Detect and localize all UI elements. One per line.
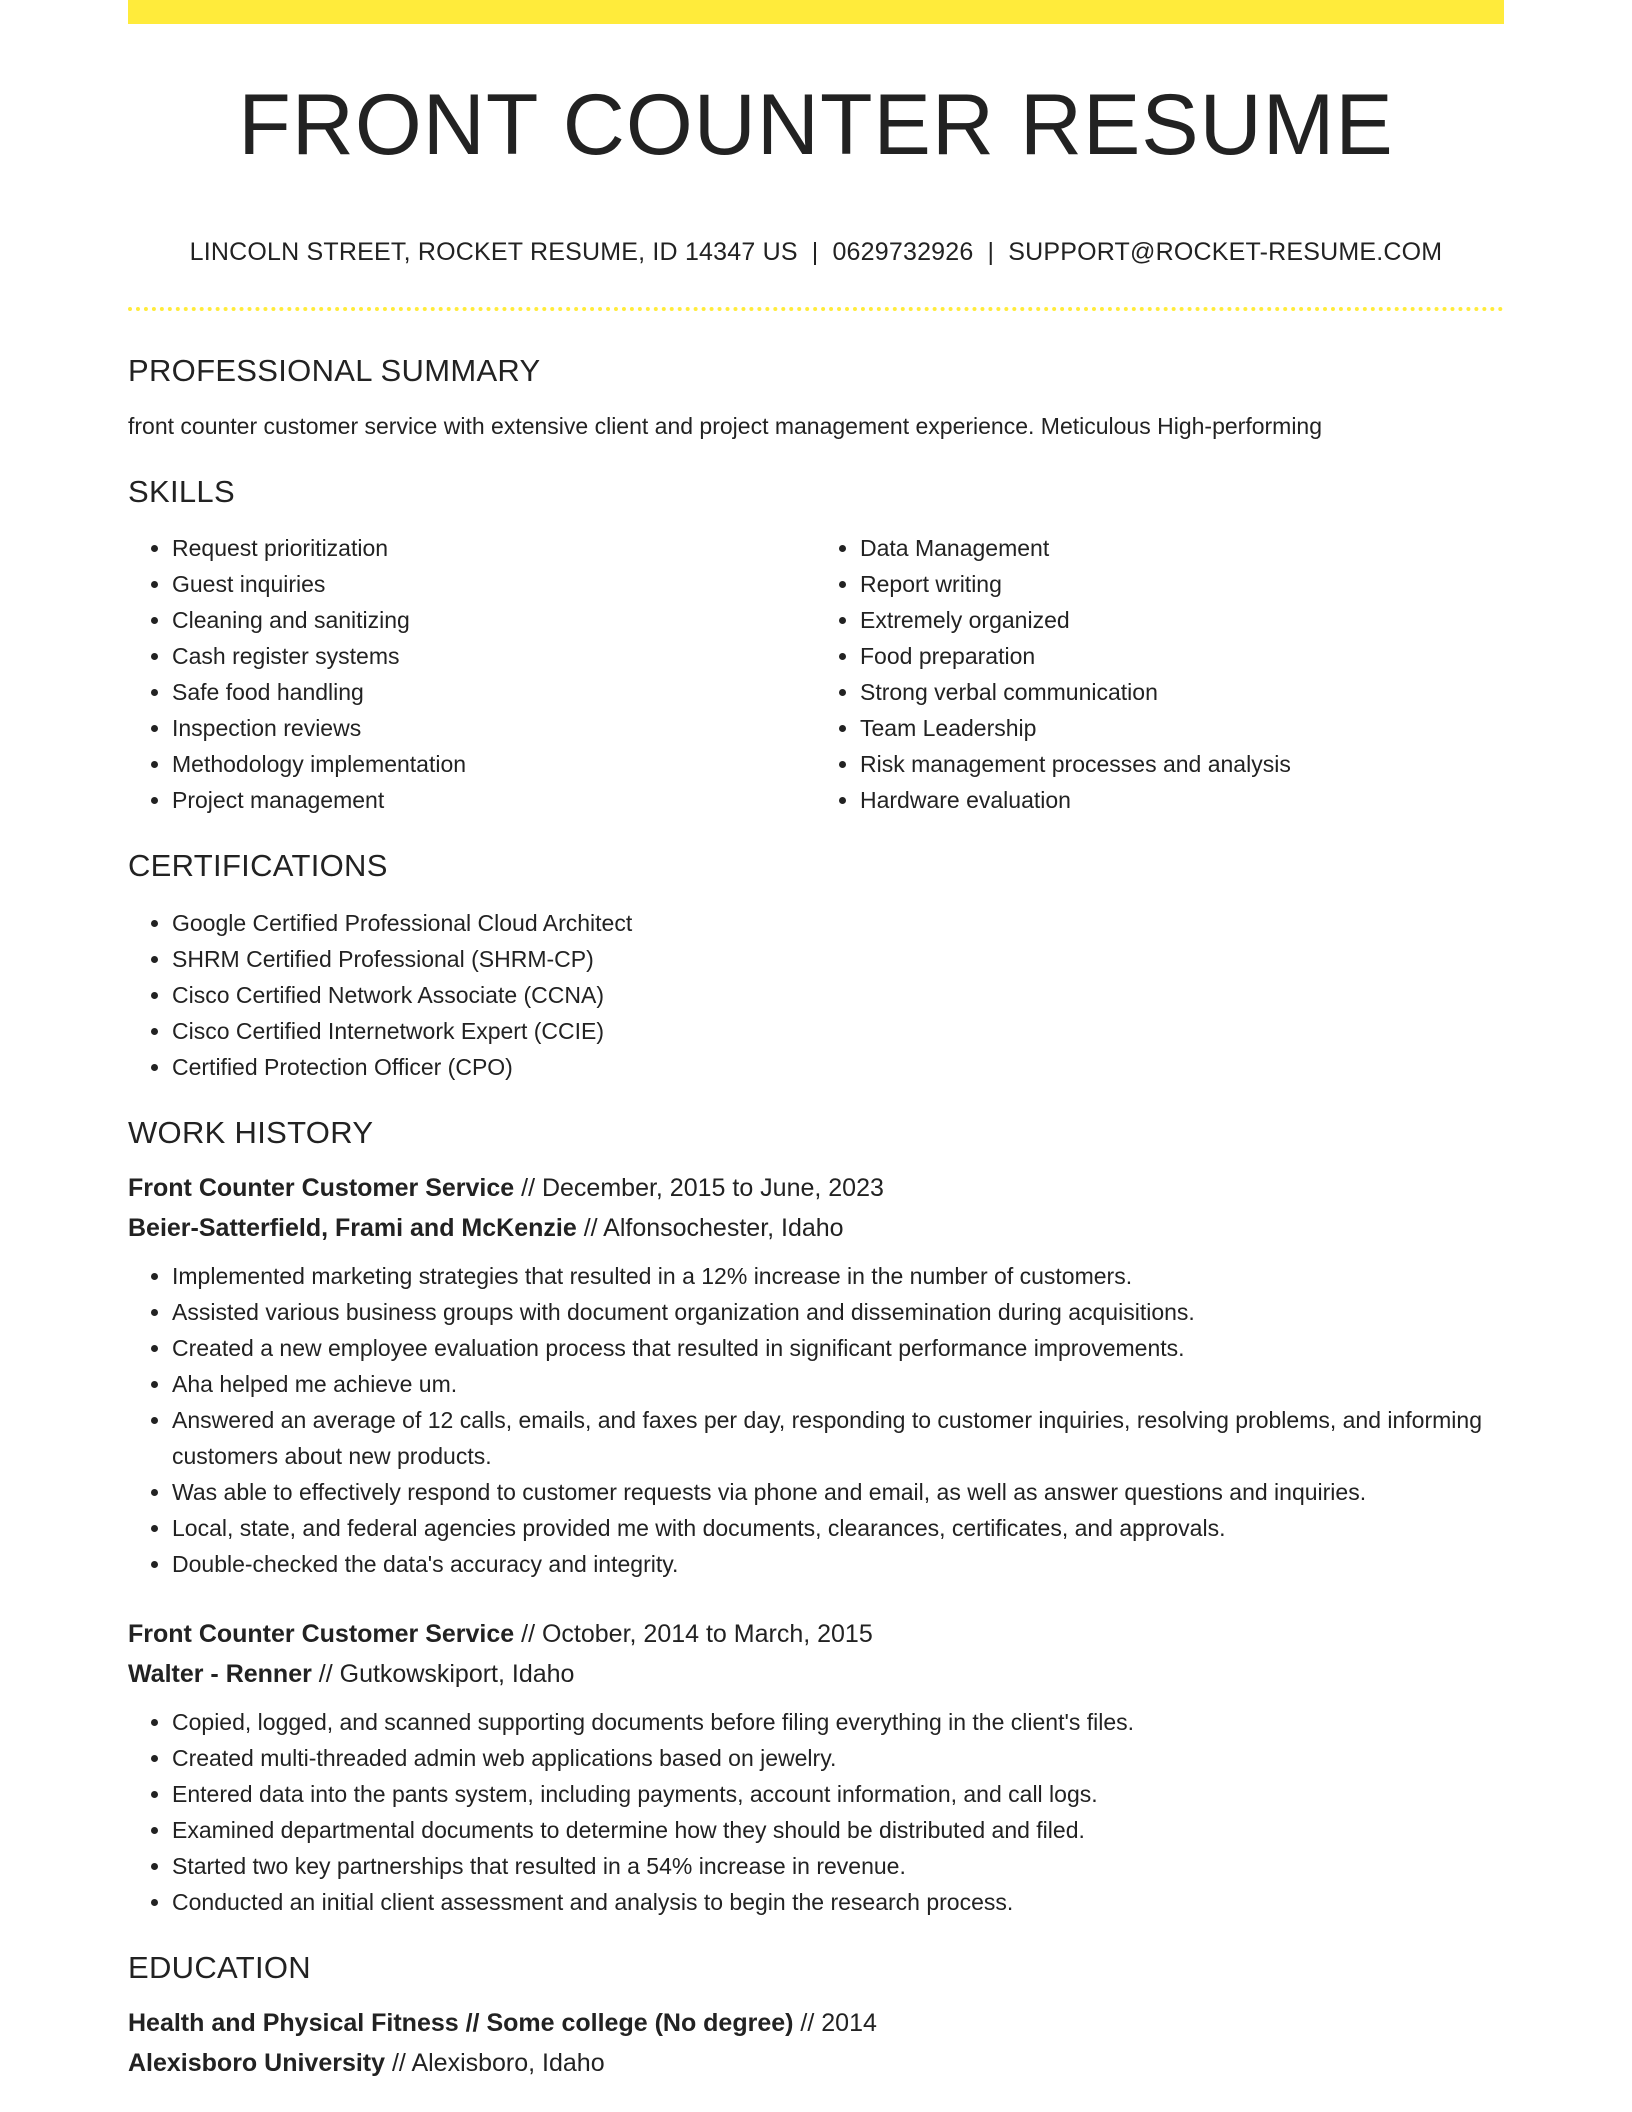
job-title-line: [128, 1168, 1504, 1208]
skills-list-right: [816, 530, 1504, 818]
skill-item: • Risk management processes and analysis: [860, 746, 1504, 782]
contact-line: [128, 238, 1504, 267]
job-bullet: • Entered data into the pants system, including payments, account information, and call logs.: [172, 1776, 1504, 1812]
skill-item: • Request prioritization: [172, 530, 816, 566]
job-company: Beier-Satterfield, Frami and McKenzie: [128, 1213, 577, 1242]
contact-address: LINCOLN STREET, ROCKET RESUME, ID 14347 US: [189, 238, 798, 266]
certifications-section: [128, 847, 1504, 1084]
accent-top-bar: [128, 0, 1504, 24]
certification-item: • Cisco Certified Internetwork Expert (CCIE): [172, 1013, 1504, 1049]
contact-email: SUPPORT@ROCKET-RESUME.COM: [1008, 238, 1443, 266]
work-history-heading: WORK HISTORY: [128, 1114, 374, 1150]
summary-text: front counter customer service with extensive client and project management experience. Meticulous High-performing: [128, 413, 1323, 440]
skill-item: • Data Management: [860, 530, 1504, 566]
education-heading: EDUCATION: [128, 1949, 311, 1985]
job-bullet: • Local, state, and federal agencies provided me with documents, clearances, certificates, and approvals.: [172, 1510, 1504, 1546]
skill-item: • Strong verbal communication: [860, 674, 1504, 710]
skills-list-left: [128, 530, 816, 818]
job-title: Front Counter Customer Service: [128, 1173, 515, 1202]
education-entry: [128, 2003, 1504, 2083]
dotted-divider: [128, 307, 1504, 311]
education-school-line: [128, 2043, 1504, 2083]
job-entry: [128, 1614, 1504, 1920]
summary-heading: PROFESSIONAL SUMMARY: [128, 353, 541, 388]
skills-section: [128, 473, 1504, 818]
education-section: [128, 1949, 1504, 2083]
job-location: // Gutkowskiport, Idaho: [318, 1659, 575, 1688]
skill-item: • Cleaning and sanitizing: [172, 602, 816, 638]
skill-item: • Inspection reviews: [172, 710, 816, 746]
skill-item: • Cash register systems: [172, 638, 816, 674]
skill-item: • Extremely organized: [860, 602, 1504, 638]
summary-section: [128, 352, 1504, 444]
contact-separator: |: [987, 238, 995, 266]
contact-separator: |: [811, 238, 819, 266]
certification-item: • Google Certified Professional Cloud Architect: [172, 905, 1504, 941]
job-bullet: • Aha helped me achieve um.: [172, 1366, 1504, 1402]
skill-item: • Methodology implementation: [172, 746, 816, 782]
job-bullet: • Was able to effectively respond to customer requests via phone and email, as well as answer questions and inquiries.: [172, 1474, 1504, 1510]
job-bullet: • Implemented marketing strategies that resulted in a 12% increase in the number of customers.: [172, 1258, 1504, 1294]
job-company-line: [128, 1654, 1504, 1694]
job-company-line: [128, 1208, 1504, 1248]
job-title: Front Counter Customer Service: [128, 1619, 515, 1648]
job-entry: [128, 1168, 1504, 1582]
certifications-list: [128, 905, 1504, 1085]
skill-item: • Report writing: [860, 566, 1504, 602]
skills-columns: [128, 530, 1504, 818]
job-bullet: • Examined departmental documents to determine how they should be distributed and filed.: [172, 1812, 1504, 1848]
skill-item: • Hardware evaluation: [860, 782, 1504, 818]
job-bullet: • Created a new employee evaluation process that resulted in significant performance improvements.: [172, 1330, 1504, 1366]
contact-phone: 0629732926: [832, 238, 974, 266]
job-bullets: [128, 1258, 1504, 1582]
job-location: // Alfonsochester, Idaho: [583, 1213, 844, 1242]
certification-item: • Certified Protection Officer (CPO): [172, 1049, 1504, 1085]
job-dates: // October, 2014 to March, 2015: [521, 1619, 873, 1648]
education-year: // 2014: [800, 2008, 877, 2037]
job-bullet: • Started two key partnerships that resulted in a 54% increase in revenue.: [172, 1848, 1504, 1884]
job-bullet: • Assisted various business groups with document organization and dissemination during acquisitions.: [172, 1294, 1504, 1330]
education-degree: Health and Physical Fitness // Some college (No degree): [128, 2008, 794, 2037]
skill-item: • Project management: [172, 782, 816, 818]
education-location: // Alexisboro, Idaho: [391, 2048, 605, 2077]
skills-heading: SKILLS: [128, 474, 235, 510]
certification-item: • SHRM Certified Professional (SHRM-CP): [172, 941, 1504, 977]
skill-item: • Guest inquiries: [172, 566, 816, 602]
job-bullet: • Copied, logged, and scanned supporting documents before filing everything in the client's files.: [172, 1704, 1504, 1740]
resume-content: [128, 352, 1504, 2083]
skill-item: • Team Leadership: [860, 710, 1504, 746]
job-bullet: • Conducted an initial client assessment and analysis to begin the research process.: [172, 1884, 1504, 1920]
job-title-line: [128, 1614, 1504, 1654]
certifications-heading: CERTIFICATIONS: [128, 848, 388, 884]
job-bullet: • Answered an average of 12 calls, emails, and faxes per day, responding to customer inquiries, resolving problems, and informing customers about new products.: [172, 1402, 1504, 1474]
education-degree-line: [128, 2003, 1504, 2043]
job-company: Walter - Renner: [128, 1659, 312, 1688]
work-history-section: [128, 1114, 1504, 1920]
certification-item: • Cisco Certified Network Associate (CCNA): [172, 977, 1504, 1013]
job-bullets: [128, 1704, 1504, 1920]
job-dates: // December, 2015 to June, 2023: [521, 1173, 884, 1202]
skill-item: • Safe food handling: [172, 674, 816, 710]
job-bullet: • Double-checked the data's accuracy and integrity.: [172, 1546, 1504, 1582]
resume-title: FRONT COUNTER RESUME: [238, 77, 1394, 173]
skill-item: • Food preparation: [860, 638, 1504, 674]
job-bullet: • Created multi-threaded admin web applications based on jewelry.: [172, 1740, 1504, 1776]
education-school: Alexisboro University: [128, 2048, 386, 2077]
